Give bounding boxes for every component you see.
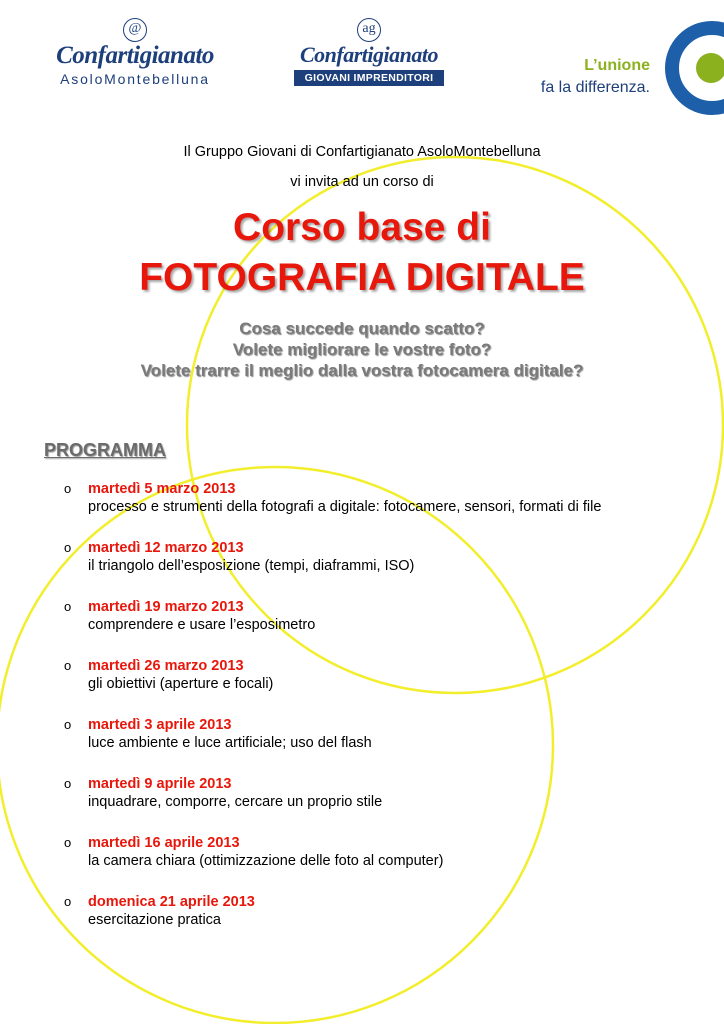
list-item [64, 539, 684, 575]
item-desc: processo e strumenti della fotografi a digitale: fotocamere, sensori, formati di file [88, 499, 602, 515]
item-date: martedì 16 aprile 2013 [88, 835, 240, 851]
item-desc: il triangolo dell’esposizione (tempi, diaframmi, ISO) [88, 558, 415, 574]
list-item [64, 657, 684, 693]
bullet-icon: o [64, 894, 72, 909]
slogan-line-1: L’unione [584, 57, 650, 74]
intro-line-1: Il Gruppo Giovani di Confartigianato AsoloMontebelluna [183, 144, 541, 160]
item-date: martedì 3 aprile 2013 [88, 717, 232, 733]
item-date: martedì 9 aprile 2013 [88, 776, 232, 792]
ag-emblem-icon: ag [357, 18, 381, 42]
item-desc: luce ambiente e luce artificiale; uso del flash [88, 735, 372, 751]
bullet-icon: o [64, 776, 72, 791]
questions-block [0, 318, 724, 381]
list-item [64, 775, 684, 811]
slogan-dot-icon [696, 53, 724, 83]
intro-line-2: vi invita ad un corso di [290, 174, 434, 190]
item-date: domenica 21 aprile 2013 [88, 894, 255, 910]
list-item [64, 598, 684, 634]
programma-heading: PROGRAMMA [44, 440, 166, 460]
item-date: martedì 12 marzo 2013 [88, 540, 244, 556]
slogan [526, 55, 650, 99]
item-desc: inquadrare, comporre, cercare un proprio stile [88, 794, 383, 810]
giovani-imprenditori-badge: GIOVANI IMPRENDITORI [294, 70, 444, 86]
title-line-2: FOTOGRAFIA DIGITALE [139, 256, 585, 299]
item-date: martedì 19 marzo 2013 [88, 599, 244, 615]
item-date: martedì 26 marzo 2013 [88, 658, 244, 674]
title-line-1: Corso base di [233, 206, 491, 249]
program-list [64, 480, 684, 929]
question-2: Volete migliorare le vostre foto? [232, 340, 492, 359]
question-3: Volete trarre il meglio dalla vostra fotocamera digitale? [140, 361, 584, 380]
slogan-ring-icon [672, 28, 724, 108]
bullet-icon: o [64, 540, 72, 555]
bullet-icon: o [64, 717, 72, 732]
confartigianato-giovani-logo[interactable] [288, 18, 450, 86]
item-date: martedì 5 marzo 2013 [88, 481, 236, 497]
logo-left-subtitle: AsoloMontebelluna [60, 71, 210, 87]
list-item [64, 716, 684, 752]
at-emblem-icon: @ [123, 18, 147, 42]
list-item [64, 834, 684, 870]
logo-mid-name: Confartigianato [300, 42, 438, 67]
bullet-icon: o [64, 658, 72, 673]
item-desc: gli obiettivi (aperture e focali) [88, 676, 274, 692]
bullet-icon: o [64, 599, 72, 614]
bullet-icon: o [64, 835, 72, 850]
confartigianato-asolo-logo[interactable] [40, 18, 230, 88]
item-desc: comprendere e usare l’esposimetro [88, 617, 316, 633]
logo-left-name: Confartigianato [56, 42, 214, 69]
item-desc: la camera chiara (ottimizzazione delle foto al computer) [88, 853, 444, 869]
list-item [64, 893, 684, 929]
item-desc: esercitazione pratica [88, 912, 221, 928]
question-1: Cosa succede quando scatto? [239, 319, 485, 338]
list-item [64, 480, 684, 516]
bullet-icon: o [64, 481, 72, 496]
slogan-line-2: fa la differenza. [540, 79, 650, 96]
